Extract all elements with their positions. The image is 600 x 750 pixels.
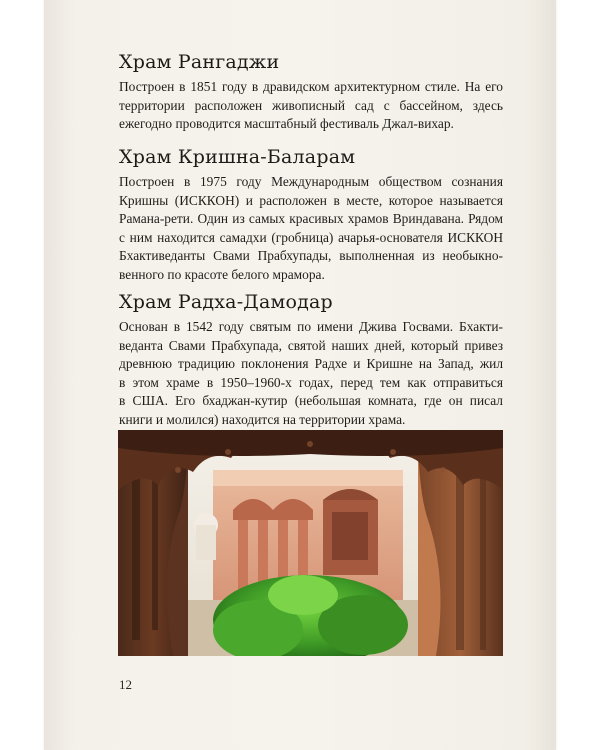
text-line: Кришны (ИСККОН) и расположен в месте, которое называется: [119, 192, 503, 208]
text-line: в США. Его бхаджан-кутир (небольшая комната, где он писал: [119, 393, 503, 409]
section-krishna-balaram: [119, 145, 503, 285]
text-line: ежегодно проводится масштабный фестиваль Джал-вихар.: [119, 116, 454, 132]
text-line: веданта Свами Прабхупада, святой наших дней, который привез: [119, 337, 503, 353]
page-number: 12: [119, 677, 132, 692]
section-paragraph: [119, 318, 503, 430]
text-line: с ним находится самадхи (гробница) ачарья-основателя ИСККОН: [119, 229, 503, 245]
section-paragraph: [119, 173, 503, 285]
text-line: территории расположен живописный сад с бассейном, здесь: [119, 97, 503, 113]
text-line: венного по красоте белого мрамора.: [119, 266, 325, 282]
temple-arch-photo: [118, 430, 503, 656]
text-line: в этом храме в 1950–1960-х годах, перед тем как отправиться: [119, 374, 503, 390]
section-title: Храм Кришна-Баларам: [119, 146, 356, 168]
section-paragraph: [119, 78, 503, 134]
text-line: Рамана-рети. Один из самых красивых храмов Вриндавана. Рядом: [119, 211, 503, 227]
text-line: древнюю традицию поклонения Радхе и Кришне на Запад, жил: [119, 356, 503, 372]
section-rangaji: [119, 50, 503, 134]
section-title: Храм Рангаджи: [119, 51, 280, 73]
section-radha-damodar: [119, 290, 503, 430]
section-title: Храм Радха-Дамодар: [119, 291, 333, 313]
text-line: Построен в 1851 году в дравидском архитектурном стиле. На его: [119, 79, 503, 94]
text-line: Бхактиведанты Свами Прабхупады, выполненная из необыкно-: [119, 248, 503, 264]
text-line: Основан в 1542 году святым по имени Джива Госвами. Бхакти-: [119, 319, 503, 334]
text-line: книги и молился) находится на территории храма.: [119, 411, 406, 427]
text-line: Построен в 1975 году Международным обществом сознания: [119, 174, 503, 189]
